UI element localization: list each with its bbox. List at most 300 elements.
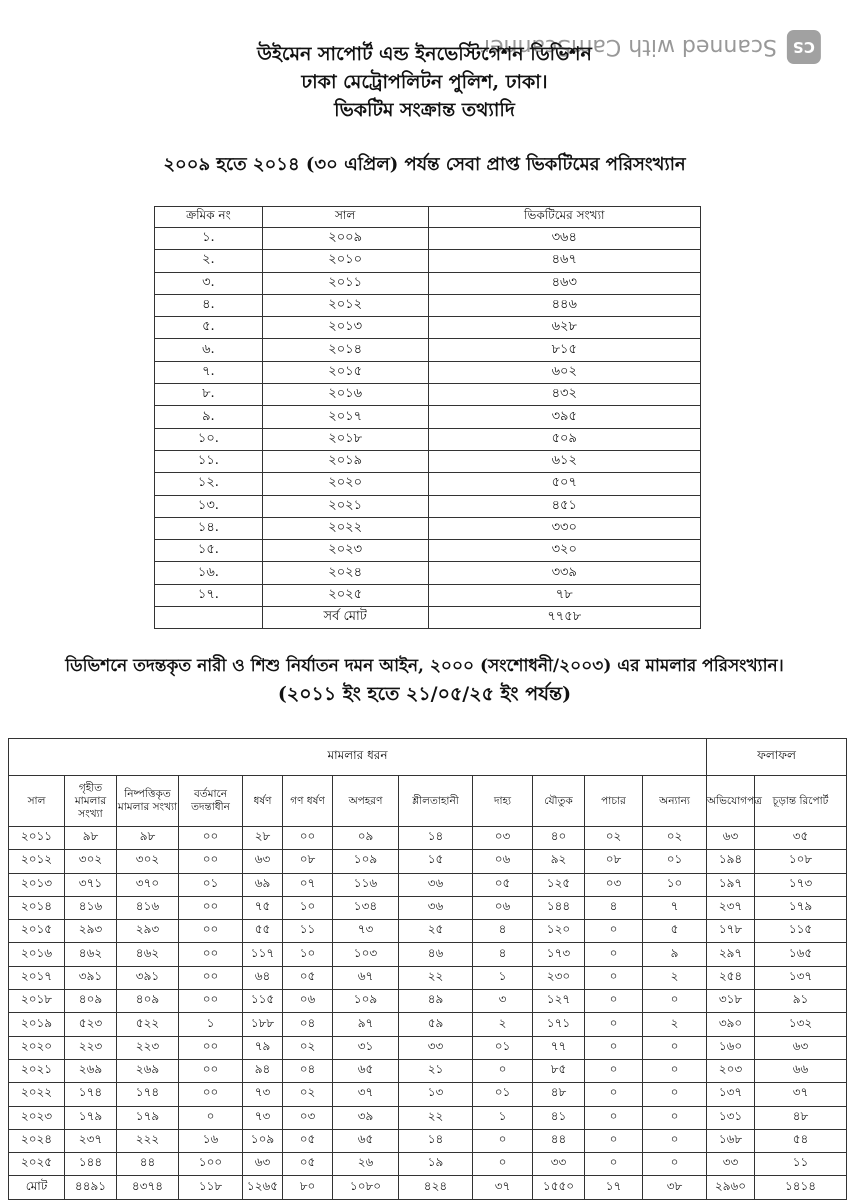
victim-count-cell: ৬০২ (428, 361, 701, 383)
victim-count-cell: ৮১৫ (428, 339, 701, 361)
data-cell: ২০১৩ (9, 873, 65, 896)
data-cell: ৪ (473, 920, 533, 943)
table-row (155, 317, 701, 339)
serial-cell: ৬. (155, 339, 263, 361)
serial-cell: ১১. (155, 450, 263, 472)
serial-cell: ৪. (155, 294, 263, 316)
data-cell: ০৫ (283, 1129, 333, 1152)
data-cell: ০ (179, 1106, 243, 1129)
data-cell: ০৬ (283, 990, 333, 1013)
table-row (9, 1106, 847, 1129)
data-cell: ১৯৭ (707, 873, 755, 896)
data-cell: ১৮৮ (243, 1013, 283, 1036)
table-row (155, 450, 701, 472)
data-cell: ৪ (585, 896, 643, 919)
victim-count-cell: ৩৩০ (428, 517, 701, 539)
table-row (9, 1083, 847, 1106)
data-cell: ০১ (473, 1036, 533, 1059)
data-cell: ২৮ (243, 827, 283, 850)
column-header: শ্লীলতাহানী (399, 776, 473, 827)
data-cell: ১৭৯ (755, 896, 847, 919)
data-cell: ০১ (473, 1083, 533, 1106)
data-cell: ৬৩ (243, 850, 283, 873)
data-cell: ২৫ (399, 920, 473, 943)
data-cell: ৬৬ (755, 1059, 847, 1082)
data-cell: ২১ (399, 1059, 473, 1082)
data-cell: ২০২১ (9, 1059, 65, 1082)
victim-count-cell: ৪৩২ (428, 384, 701, 406)
victim-count-cell: ৩২০ (428, 540, 701, 562)
data-cell: ১ (473, 966, 533, 989)
data-cell: ১২৫ (533, 873, 585, 896)
data-cell: ৫৯ (399, 1013, 473, 1036)
victim-count-cell: ৩৯৫ (428, 406, 701, 428)
data-cell: ১১ (755, 1153, 847, 1176)
total-cell: ১৭ (585, 1176, 643, 1199)
table-row (155, 228, 701, 250)
data-cell: ০২ (643, 827, 707, 850)
organization-name: ঢাকা মেট্রোপলিটন পুলিশ, ঢাকা। (301, 71, 548, 93)
table-row (9, 920, 847, 943)
column-header: যৌতুক (533, 776, 585, 827)
data-cell: ১৪৪ (533, 896, 585, 919)
data-cell: ২২৩ (65, 1036, 117, 1059)
serial-cell: ৮. (155, 384, 263, 406)
data-cell: ১১৭ (243, 943, 283, 966)
data-cell: ৩৩ (533, 1153, 585, 1176)
data-cell: ১৩১ (707, 1106, 755, 1129)
data-cell: ০ (643, 1059, 707, 1082)
data-cell: ০২ (585, 827, 643, 850)
data-cell: ০৬ (473, 896, 533, 919)
data-cell: ০৩ (283, 1106, 333, 1129)
data-cell: ১৪ (399, 827, 473, 850)
data-cell: ০ (643, 1083, 707, 1106)
year-cell: ২০১০ (262, 250, 428, 272)
serial-cell: ১৭. (155, 584, 263, 606)
data-cell: ৩০২ (65, 850, 117, 873)
column-header: গণ ধর্ষণ (283, 776, 333, 827)
data-cell: ৫৪ (755, 1129, 847, 1152)
victim-count-cell: ৪৪৬ (428, 294, 701, 316)
data-cell: ৯৪ (243, 1059, 283, 1082)
data-cell: ২৬৯ (65, 1059, 117, 1082)
table-row (155, 272, 701, 294)
data-cell: ২০২৩ (9, 1106, 65, 1129)
data-cell: ১৫ (399, 850, 473, 873)
table-row (9, 990, 847, 1013)
division-name: উইমেন সাপোর্ট এন্ড ইনভেস্টিগেশন ডিভিশন (257, 43, 592, 65)
data-cell: ৪৪ (117, 1153, 179, 1176)
data-cell: ২২ (399, 1106, 473, 1129)
data-cell: ১৩ (399, 1083, 473, 1106)
total-label: সর্ব মোট (262, 607, 428, 629)
table-row (155, 384, 701, 406)
data-cell: ২০১৬ (9, 943, 65, 966)
data-cell: ২০৩ (707, 1059, 755, 1082)
data-cell: ৪০৯ (117, 990, 179, 1013)
case-stats-table (8, 738, 847, 1200)
data-cell: ৭৯ (243, 1036, 283, 1059)
data-cell: ২৬৯ (117, 1059, 179, 1082)
case-stats-subtitle (40, 654, 809, 706)
data-cell: ০ (643, 1153, 707, 1176)
table-row (155, 495, 701, 517)
data-cell: ০০ (179, 827, 243, 850)
data-cell: ৯৮ (117, 827, 179, 850)
year-cell: ২০১৬ (262, 384, 428, 406)
table-row (155, 517, 701, 539)
data-cell: ১১৫ (243, 990, 283, 1013)
data-cell: ০ (643, 1036, 707, 1059)
data-cell: ৫৫ (243, 920, 283, 943)
document-header (0, 40, 849, 124)
data-cell: ১১৫ (755, 920, 847, 943)
data-cell: ১৩৭ (755, 966, 847, 989)
data-cell: ৬৭ (333, 966, 399, 989)
data-cell: ২২ (399, 966, 473, 989)
data-cell: ০০ (179, 1036, 243, 1059)
year-cell: ২০১৪ (262, 339, 428, 361)
header-victim-count: ভিকটিমের সংখ্যা (428, 207, 701, 228)
data-cell: ৩৯১ (117, 966, 179, 989)
table-row (155, 428, 701, 450)
data-cell: ৬৯ (243, 873, 283, 896)
data-cell: ১৭৩ (533, 943, 585, 966)
data-cell: ৩১ (333, 1036, 399, 1059)
victim-count-cell: ৪৫১ (428, 495, 701, 517)
total-cell: ৪৪৯১ (65, 1176, 117, 1199)
data-cell: ৭৩ (333, 920, 399, 943)
serial-cell: ১. (155, 228, 263, 250)
data-cell: ৭৩ (243, 1083, 283, 1106)
header-year: সাল (262, 207, 428, 228)
data-cell: ৩০২ (117, 850, 179, 873)
data-cell: ৬৩ (755, 1036, 847, 1059)
year-cell: ২০২০ (262, 473, 428, 495)
table-row (155, 294, 701, 316)
data-cell: ৬৩ (243, 1153, 283, 1176)
data-cell: ০১ (179, 873, 243, 896)
data-cell: ০৭ (283, 873, 333, 896)
data-cell: ১০৯ (243, 1129, 283, 1152)
data-cell: ০ (585, 1106, 643, 1129)
year-cell: ২০১৭ (262, 406, 428, 428)
data-cell: ১৭৮ (707, 920, 755, 943)
table-row (9, 873, 847, 896)
data-cell: ১০৯ (333, 990, 399, 1013)
data-cell: ২৯৩ (65, 920, 117, 943)
column-header: অপহরণ (333, 776, 399, 827)
data-cell: ৭৫ (243, 896, 283, 919)
victim-count-cell: ৪৬৭ (428, 250, 701, 272)
victim-count-cell: ৫০৭ (428, 473, 701, 495)
year-cell: ২০১২ (262, 294, 428, 316)
data-cell: ৩৭ (755, 1083, 847, 1106)
serial-cell: ১৫. (155, 540, 263, 562)
data-cell: ৪ (473, 943, 533, 966)
table-row (155, 540, 701, 562)
year-cell: ২০১১ (262, 272, 428, 294)
table-row (9, 1153, 847, 1176)
data-cell: ১৭৪ (117, 1083, 179, 1106)
data-cell: ৪৬ (399, 943, 473, 966)
serial-cell: ৯. (155, 406, 263, 428)
data-cell: ০০ (283, 827, 333, 850)
data-cell: ১৩৭ (707, 1083, 755, 1106)
table-row (155, 339, 701, 361)
data-cell: ২০১৮ (9, 990, 65, 1013)
data-cell: ২৬ (333, 1153, 399, 1176)
data-cell: ৫২২ (117, 1013, 179, 1036)
table-row (155, 250, 701, 272)
table-row (155, 473, 701, 495)
data-cell: ০৪ (283, 1059, 333, 1082)
data-cell: ২৫৪ (707, 966, 755, 989)
data-cell: ০৪ (283, 1013, 333, 1036)
data-cell: ৩৭১ (65, 873, 117, 896)
data-cell: ৮৫ (533, 1059, 585, 1082)
data-cell: ৬৪ (243, 966, 283, 989)
table-row (155, 361, 701, 383)
table-row (9, 1036, 847, 1059)
data-cell: ০০ (179, 1083, 243, 1106)
case-stats-title: ডিভিশনে তদন্তকৃত নারী ও শিশু নির্যাতন দমন আইন, ২০০০ (সংশোধনী/২০০৩) এর মামলার পরিসংখ্যান। (65, 656, 784, 676)
column-header: অভিযোগপত্র (707, 776, 755, 827)
table-row (9, 896, 847, 919)
year-cell: ২০০৯ (262, 228, 428, 250)
data-cell: ৭ (643, 896, 707, 919)
data-cell: ৩৯ (333, 1106, 399, 1129)
table-row (9, 1013, 847, 1036)
serial-cell: ৫. (155, 317, 263, 339)
case-stats-range: (২০১১ ইং হতে ২১/০৫/২৫ ইং পর্যন্ত) (277, 683, 572, 705)
table-row (155, 406, 701, 428)
data-cell: ০ (585, 1153, 643, 1176)
data-cell: ৪৯ (399, 990, 473, 1013)
data-cell: ৩৭ (333, 1083, 399, 1106)
table-row (9, 966, 847, 989)
data-cell: ০ (643, 1106, 707, 1129)
data-cell: ০৮ (283, 850, 333, 873)
data-cell: ১৪ (399, 1129, 473, 1152)
column-header: নিষ্পত্তিকৃত মামলার সংখ্যা (117, 776, 179, 827)
data-cell: ১১৬ (333, 873, 399, 896)
column-header: দাহ্য (473, 776, 533, 827)
serial-cell: ১২. (155, 473, 263, 495)
data-cell: ৪৮ (755, 1106, 847, 1129)
total-row (155, 607, 701, 629)
data-cell: ০ (585, 990, 643, 1013)
year-cell: ২০২৫ (262, 584, 428, 606)
data-cell: ০৫ (283, 966, 333, 989)
data-cell: ০ (643, 990, 707, 1013)
table-row (155, 584, 701, 606)
data-cell: ১৭৯ (65, 1106, 117, 1129)
victim-count-cell: ৭৮ (428, 584, 701, 606)
data-cell: ২০২২ (9, 1083, 65, 1106)
data-cell: ১১ (283, 920, 333, 943)
data-cell: ৬৩ (707, 827, 755, 850)
serial-cell: ২. (155, 250, 263, 272)
data-cell: ৪৪ (533, 1129, 585, 1152)
total-cell: ৪৩৭৪ (117, 1176, 179, 1199)
data-cell: ২৩০ (533, 966, 585, 989)
data-cell: ৩৬ (399, 896, 473, 919)
total-cell: ১৫৫০ (533, 1176, 585, 1199)
data-cell: ২০১৭ (9, 966, 65, 989)
data-cell: ০৯ (333, 827, 399, 850)
data-cell: ০ (473, 1153, 533, 1176)
year-cell: ২০১৩ (262, 317, 428, 339)
data-cell: ১০৮ (755, 850, 847, 873)
document-title: ভিকটিম সংক্রান্ত তথ্যাদি (334, 99, 515, 121)
data-cell: ০৬ (473, 850, 533, 873)
table-row (9, 1059, 847, 1082)
data-cell: ২৩৭ (707, 896, 755, 919)
total-cell: ৩৭ (473, 1176, 533, 1199)
data-cell: ১০০ (179, 1153, 243, 1176)
data-cell: ০ (473, 1129, 533, 1152)
year-cell: ২০১৫ (262, 361, 428, 383)
data-cell: ৪৬২ (65, 943, 117, 966)
data-cell: ১৯৪ (707, 850, 755, 873)
column-header: সাল (9, 776, 65, 827)
data-cell: ৯৮ (65, 827, 117, 850)
total-cell: ৩৮ (643, 1176, 707, 1199)
total-value: ৭৭৫৮ (428, 607, 701, 629)
data-cell: ১০ (283, 943, 333, 966)
data-cell: ১০৯ (333, 850, 399, 873)
data-cell: ১৬০ (707, 1036, 755, 1059)
data-cell: ০ (473, 1059, 533, 1082)
victim-count-cell: ৩৬৪ (428, 228, 701, 250)
data-cell: ১ (179, 1013, 243, 1036)
data-cell: ৩১৮ (707, 990, 755, 1013)
data-cell: ৩৩ (707, 1153, 755, 1176)
serial-cell: ১৪. (155, 517, 263, 539)
data-cell: ১ (473, 1106, 533, 1129)
data-cell: ৩৭০ (117, 873, 179, 896)
table-row (9, 1129, 847, 1152)
data-cell: ২৯৩ (117, 920, 179, 943)
data-cell: ০ (585, 1129, 643, 1152)
data-cell: ১৬৮ (707, 1129, 755, 1152)
data-cell: ০ (585, 1083, 643, 1106)
data-cell: ০ (585, 920, 643, 943)
data-cell: ৫ (643, 920, 707, 943)
data-cell: ০৮ (585, 850, 643, 873)
data-cell: ৪১৬ (117, 896, 179, 919)
table-row (155, 562, 701, 584)
total-cell: ১৪১৪ (755, 1176, 847, 1199)
data-cell: ০২ (283, 1036, 333, 1059)
data-cell: ১০৩ (333, 943, 399, 966)
camscanner-logo-icon: CS (787, 30, 821, 64)
table-row (9, 943, 847, 966)
data-cell: ২০২০ (9, 1036, 65, 1059)
data-cell: ০ (585, 1059, 643, 1082)
data-cell: ০০ (179, 896, 243, 919)
data-cell: ১৪৪ (65, 1153, 117, 1176)
data-cell: ২০২৪ (9, 1129, 65, 1152)
year-cell: ২০১৮ (262, 428, 428, 450)
data-cell: ৯২ (533, 850, 585, 873)
data-cell: ০ (643, 1129, 707, 1152)
data-cell: ১২৭ (533, 990, 585, 1013)
data-cell: ১৭৯ (117, 1106, 179, 1129)
victim-count-cell: ৪৬৩ (428, 272, 701, 294)
data-cell: ২০১২ (9, 850, 65, 873)
data-cell: ২০১৯ (9, 1013, 65, 1036)
column-header: পাচার (585, 776, 643, 827)
data-cell: ২ (643, 966, 707, 989)
data-cell: ৪১৬ (65, 896, 117, 919)
column-header: অন্যান্য (643, 776, 707, 827)
data-cell: ২ (643, 1013, 707, 1036)
column-header: বর্তমানে তদন্তাধীন (179, 776, 243, 827)
data-cell: ০০ (179, 1059, 243, 1082)
data-cell: ০০ (179, 943, 243, 966)
year-cell: ২০২৪ (262, 562, 428, 584)
data-cell: ৯৭ (333, 1013, 399, 1036)
serial-cell: ১০. (155, 428, 263, 450)
table-header-row (155, 207, 701, 228)
data-cell: ২৯৭ (707, 943, 755, 966)
data-cell: ০৩ (473, 827, 533, 850)
data-cell: ০ (585, 966, 643, 989)
data-cell: ১৬ (179, 1129, 243, 1152)
total-cell: ২৯৬০ (707, 1176, 755, 1199)
total-row (9, 1176, 847, 1199)
data-cell: ৩৯০ (707, 1013, 755, 1036)
data-cell: ৪০ (533, 827, 585, 850)
group-result: ফলাফল (707, 739, 847, 776)
data-cell: ৪৮ (533, 1083, 585, 1106)
data-cell: ২০১১ (9, 827, 65, 850)
data-cell: ২ (473, 1013, 533, 1036)
data-cell: ২০২৫ (9, 1153, 65, 1176)
data-cell: ৯১ (755, 990, 847, 1013)
data-cell: ১৩২ (755, 1013, 847, 1036)
data-cell: ২২২ (117, 1129, 179, 1152)
data-cell: ০০ (179, 966, 243, 989)
data-cell: ৩৫ (755, 827, 847, 850)
data-cell: ৩ (473, 990, 533, 1013)
data-cell: ০৫ (283, 1153, 333, 1176)
table-row (9, 827, 847, 850)
data-cell: ২৩৭ (65, 1129, 117, 1152)
data-cell: ০২ (283, 1083, 333, 1106)
empty-cell (155, 607, 263, 629)
data-cell: ০১ (643, 850, 707, 873)
victim-stats-table (154, 206, 701, 629)
group-case-type: মামলার ধরন (9, 739, 707, 776)
data-cell: ২২৩ (117, 1036, 179, 1059)
data-cell: ৭৭ (533, 1036, 585, 1059)
serial-cell: ৭. (155, 361, 263, 383)
data-cell: ১৭১ (533, 1013, 585, 1036)
total-cell: ১২৬৫ (243, 1176, 283, 1199)
data-cell: ০ (585, 943, 643, 966)
total-cell: মোট (9, 1176, 65, 1199)
data-cell: ০০ (179, 920, 243, 943)
year-cell: ২০১৯ (262, 450, 428, 472)
data-cell: ৪৬২ (117, 943, 179, 966)
group-header-row (9, 739, 847, 776)
data-cell: ৩৬ (399, 873, 473, 896)
year-cell: ২০২২ (262, 517, 428, 539)
